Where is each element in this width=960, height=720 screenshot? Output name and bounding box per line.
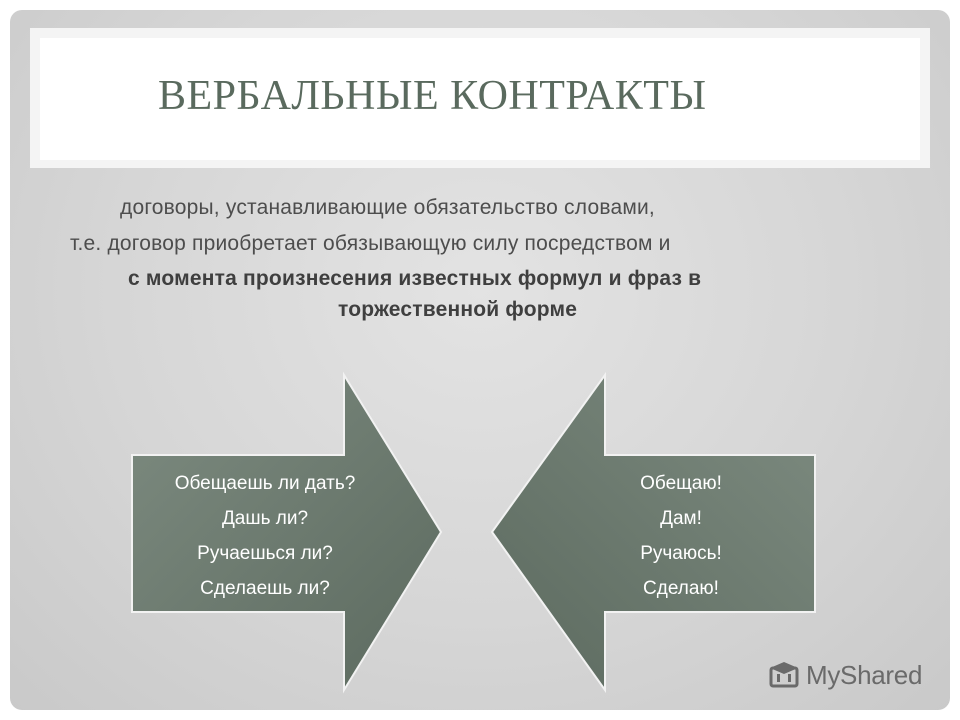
question-item: Сделаешь ли? xyxy=(200,578,330,599)
watermark-logo xyxy=(768,657,922,693)
question-item: Ручаешься ли? xyxy=(197,543,333,564)
body-line-3-bold: с момента произнесения известных формул и фраз в xyxy=(128,267,702,290)
questions-list xyxy=(134,466,396,606)
body-line-1: договоры, устанавливающие обязательство словами, xyxy=(120,196,655,219)
body-line-4-bold: торжественной форме xyxy=(338,298,578,321)
question-item: Обещаешь ли дать? xyxy=(174,473,356,494)
answer-item: Дам! xyxy=(660,508,702,529)
slide-title: ВЕРБАЛЬНЫЕ КОНТРАКТЫ xyxy=(158,73,707,119)
answers-list xyxy=(596,466,766,606)
answer-item: Обещаю! xyxy=(640,473,722,494)
question-item: Дашь ли? xyxy=(221,508,309,529)
answer-item: Сделаю! xyxy=(643,578,719,599)
mortarboard-icon xyxy=(768,659,800,691)
answer-item: Ручаюсь! xyxy=(640,543,722,564)
watermark-text: MyShared xyxy=(806,659,923,690)
body-line-2: т.е. договор приобретает обязывающую силу посредством и xyxy=(70,232,671,255)
